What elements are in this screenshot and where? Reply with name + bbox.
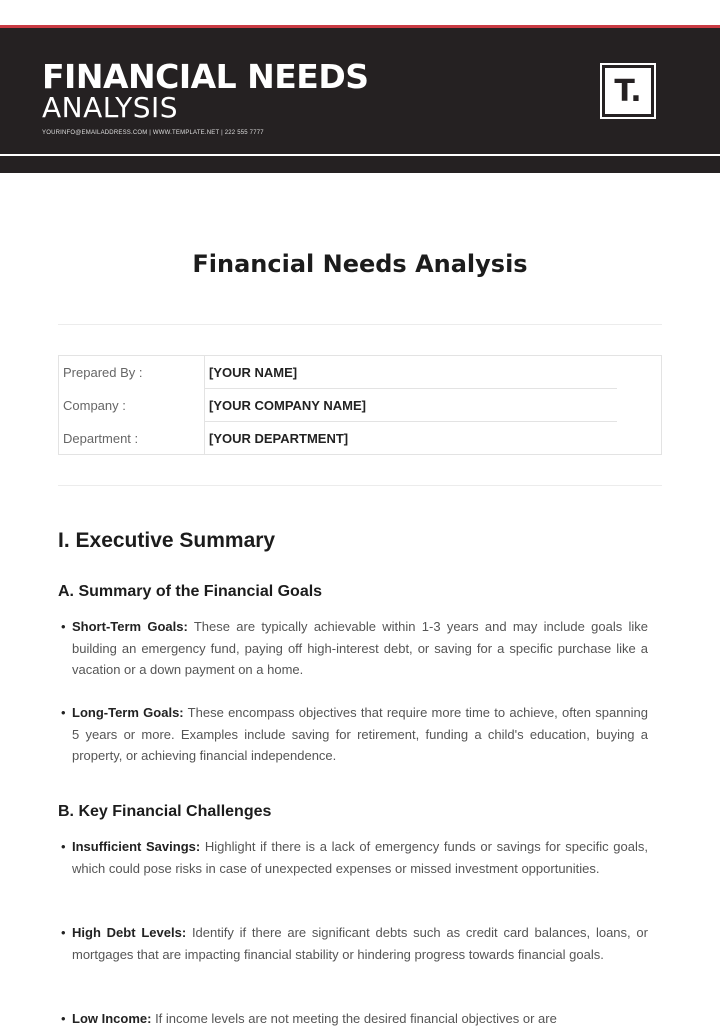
list-item — [58, 922, 648, 965]
bullet-dot: • — [61, 839, 66, 854]
info-row-company — [59, 389, 661, 422]
info-row-prepared-by — [59, 356, 661, 389]
info-row-department — [59, 422, 661, 455]
header-contact: YOURINFO@EMAILADDRESS.COM | WWW.TEMPLATE.NET | 222 555 7777 — [42, 130, 264, 136]
document-header — [0, 28, 720, 173]
list-item-term: Insufficient Savings: — [72, 839, 201, 854]
list-item-term: Long-Term Goals: — [72, 705, 184, 720]
list-item — [58, 702, 648, 767]
list-item-text: These are typically achievable within 1-3 years and may include goals like building an emergency fund, paying off high-interest debt, or saving for a specific purchase like a vacation or a down payment on a home. — [72, 619, 648, 677]
info-label: Company : — [63, 398, 126, 413]
info-value: [YOUR COMPANY NAME] — [209, 398, 366, 413]
bullet-dot: • — [61, 1011, 66, 1026]
info-table — [58, 355, 662, 455]
bullet-dot: • — [61, 705, 66, 720]
subsection-heading: B. Key Financial Challenges — [58, 803, 272, 820]
logo-letter: T. — [614, 73, 642, 109]
list-item-text: Identify if there are significant debts such as credit card balances, loans, or mortgages that are impacting financial stability or hindering progress towards financial goals. — [72, 925, 648, 962]
info-label: Prepared By : — [63, 365, 143, 380]
info-value: [YOUR DEPARTMENT] — [209, 431, 349, 446]
list-item-term: Short-Term Goals: — [72, 619, 188, 634]
divider — [58, 485, 662, 486]
list-item-text: If income levels are not meeting the desired financial objectives or are — [151, 1011, 557, 1026]
subsection-heading: A. Summary of the Financial Goals — [58, 583, 323, 600]
bullet-dot: • — [61, 925, 66, 940]
header-title: FINANCIAL NEEDS — [42, 57, 369, 96]
section-heading: I. Executive Summary — [58, 529, 276, 552]
bullet-dot: • — [61, 619, 66, 634]
list-item-text: These encompass objectives that require more time to achieve, often spanning 5 years or more. Examples include saving for retirement, funding a child's education, buying a property, or achieving financial independence. — [72, 705, 648, 763]
header-subtitle: ANALYSIS — [42, 91, 179, 124]
document-title: Financial Needs Analysis — [192, 250, 528, 278]
header-divider — [0, 154, 720, 156]
company-logo — [602, 65, 654, 117]
list-item-term: High Debt Levels: — [72, 925, 187, 940]
divider — [58, 324, 662, 325]
list-item-term: Low Income: — [72, 1011, 152, 1026]
info-value: [YOUR NAME] — [209, 365, 298, 380]
list-item-text: Highlight if there is a lack of emergency funds or savings for specific goals, which could pose risks in case of unexpected expenses or missed investment opportunities. — [72, 839, 648, 876]
info-label: Department : — [63, 431, 139, 446]
list-item — [58, 616, 648, 681]
list-item — [58, 836, 648, 879]
